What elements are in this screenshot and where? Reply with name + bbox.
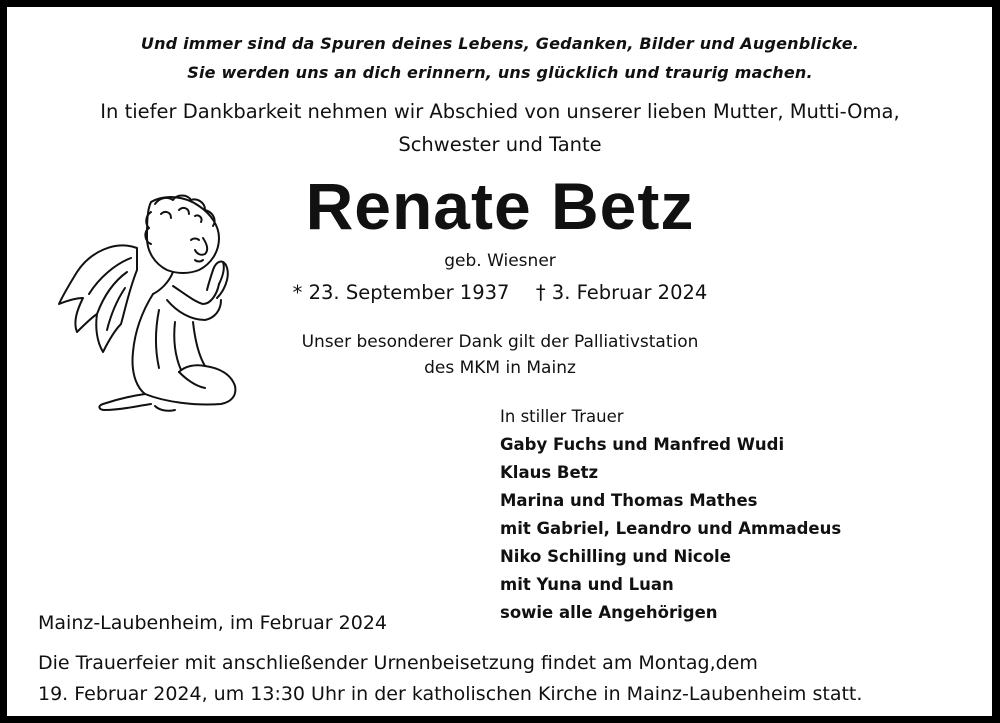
mourner-line: Klaus Betz: [500, 463, 599, 482]
funeral-notice: [38, 648, 978, 710]
death-date: † 3. Februar 2024: [535, 281, 708, 304]
intro-text: [0, 95, 1000, 161]
mourner-line: Gaby Fuchs und Manfred Wudi: [500, 435, 785, 454]
mourner-line: Niko Schilling und Nicole: [500, 547, 731, 566]
thanks-line-1: Unser besonderer Dank gilt der Palliativstation: [301, 332, 699, 352]
maiden-name: geb. Wiesner: [444, 251, 556, 271]
quote-line-2: Sie werden uns an dich erinnern, uns glücklich und traurig machen.: [187, 63, 813, 82]
thanks-line-2: des MKM in Mainz: [424, 358, 576, 378]
memorial-quote: [0, 29, 1000, 87]
mourner-line: mit Yuna und Luan: [500, 575, 674, 594]
place-and-date: Mainz-Laubenheim, im Februar 2024: [38, 612, 388, 634]
funeral-line-2: 19. Februar 2024, um 13:30 Uhr in der katholischen Kirche in Mainz-Laubenheim statt.: [38, 683, 863, 705]
praying-angel-illustration: [55, 190, 245, 420]
funeral-line-1: Die Trauerfeier mit anschließender Urnenbeisetzung findet am Montag,dem: [38, 652, 758, 674]
mourner-line: Marina und Thomas Mathes: [500, 491, 758, 510]
birth-date: * 23. September 1937: [292, 281, 510, 304]
intro-line-1: In tiefer Dankbarkeit nehmen wir Abschied von unserer lieben Mutter, Mutti-Oma,: [100, 100, 900, 123]
mourners-list: [500, 403, 841, 627]
mourner-line: sowie alle Angehörigen: [500, 603, 718, 622]
intro-line-2: Schwester und Tante: [398, 133, 602, 156]
mourners-lead: In stiller Trauer: [500, 407, 624, 426]
mourner-line: mit Gabriel, Leandro und Ammadeus: [500, 519, 842, 538]
deceased-name: Renate Betz: [305, 169, 695, 243]
quote-line-1: Und immer sind da Spuren deines Lebens, Gedanken, Bilder und Augenblicke.: [140, 34, 860, 53]
